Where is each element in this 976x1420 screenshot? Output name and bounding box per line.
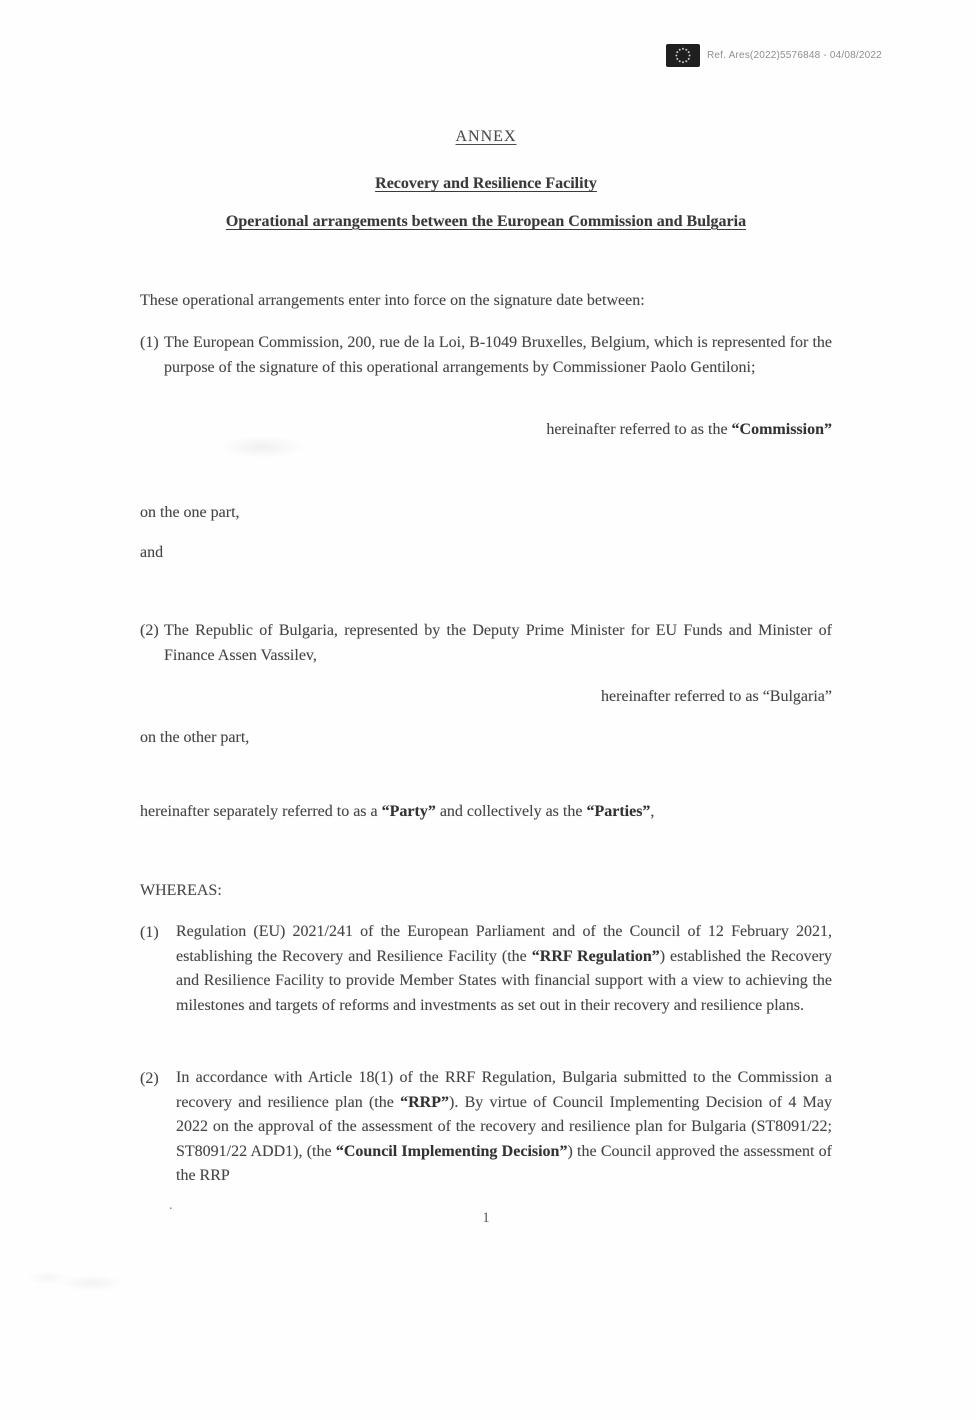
party-2-text: The Republic of Bulgaria, represented by the Deputy Prime Minister for EU Funds and Minister of Finance Assen Vassilev, [164, 622, 832, 664]
eu-flag-icon [666, 44, 700, 67]
recital-1-text [176, 920, 832, 1018]
commission-reference-pre: hereinafter referred to as the [546, 421, 732, 438]
council-implementing-decision-bold: “Council Implementing Decision” [335, 1142, 568, 1160]
rrp-bold: “RRP” [400, 1093, 449, 1111]
recital-1 [140, 920, 832, 1018]
rrf-regulation-bold: “RRF Regulation” [531, 947, 660, 965]
whereas-heading: WHEREAS: [140, 882, 222, 899]
recital-2-part-1: In accordance with Article 18(1) of the RRF Regulation, Bulgaria submitted to the Commission a recovery and resilience plan (the [176, 1069, 832, 1111]
recital-2 [140, 1066, 832, 1189]
recital-2-number: (2) [140, 1070, 159, 1087]
party-2-paragraph [140, 618, 832, 668]
commission-reference-line [140, 417, 832, 442]
recital-1-part-3: ) established the Recovery and Resilience Facility to provide Member States with financial support with a view to achieving the milestones and targets of reforms and investments as set out in their recovery and resilience plans. [176, 947, 832, 1014]
one-part-line: on the one part, [140, 504, 240, 521]
parties-bold: “Parties” [586, 803, 651, 820]
annex-heading-text: ANNEX [455, 128, 517, 145]
document-subtitle-text: Operational arrangements between the European Commission and Bulgaria [225, 213, 747, 230]
party-1-paragraph [140, 330, 832, 380]
parties-line-p1: hereinafter separately referred to as a [140, 803, 382, 820]
document-subtitle [140, 209, 832, 234]
parties-definition-line [140, 799, 832, 824]
bulgaria-reference-line: hereinafter referred to as “Bulgaria” [601, 688, 832, 705]
other-part-line: on the other part, [140, 729, 250, 746]
recital-2-part-3: ). By virtue of Council Implementing Decision of 4 May 2022 on the approval of the assessment of the recovery and resilience plan for Bulgaria (ST8091/22; ST8091/22 ADD1), (the [176, 1093, 832, 1160]
intro-paragraph: These operational arrangements enter into force on the signature date between: [140, 292, 645, 309]
recital-1-number: (1) [140, 924, 159, 941]
document-title [140, 171, 832, 196]
party-1-number: (1) [140, 334, 159, 351]
party-2-number: (2) [140, 622, 159, 639]
page-number: 1 [482, 1210, 490, 1226]
parties-line-p2: and collectively as the [435, 803, 587, 820]
parties-line-p3: , [650, 803, 655, 820]
recital-2-text [176, 1066, 832, 1189]
stamp-reference-text: Ref. Ares(2022)5576848 - 04/08/2022 [707, 50, 882, 61]
stray-scan-mark: . [169, 1198, 173, 1213]
annex-heading [140, 124, 832, 149]
conjunction-line: and [140, 544, 164, 561]
recital-1-part-1: Regulation (EU) 2021/241 of the European Parliament and of the Council of 12 February 2021, establishing the Recovery and Resilience Facility (the [176, 923, 832, 965]
party-bold: “Party” [381, 803, 436, 820]
document-title-text: Recovery and Resilience Facility [375, 175, 597, 192]
commission-reference-bold: “Commission” [731, 421, 832, 438]
registration-stamp [666, 44, 882, 67]
recital-2-part-5: ) the Council approved the assessment of the RRP [176, 1142, 832, 1185]
party-1-text: The European Commission, 200, rue de la Loi, B-1049 Bruxelles, Belgium, which is represented for the purpose of the signature of this operational arrangements by Commissioner Paolo Gentiloni; [164, 334, 832, 376]
